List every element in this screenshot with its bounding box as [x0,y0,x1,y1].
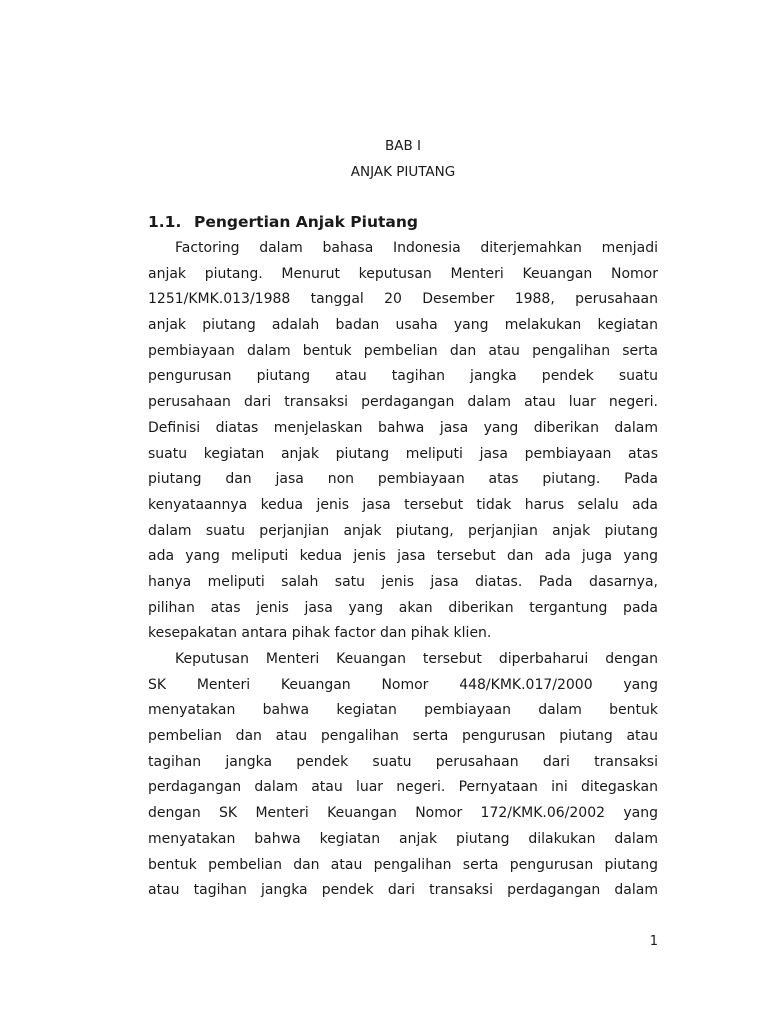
text-line: menyatakan bahwa kegiatan pembiayaan dalam bentuk [148,702,658,719]
text-line: pengurusan piutang atau tagihan jangka pendek suatu [148,368,658,385]
text-line: piutang dan jasa non pembiayaan atas piutang. Pada [148,471,658,488]
text-line: suatu kegiatan anjak piutang meliputi jasa pembiayaan atas [148,445,658,462]
text-line: Keputusan Menteri Keuangan tersebut diperbaharui dengan [175,651,658,667]
chapter-title: ANJAK PIUTANG [350,164,456,180]
text-line: kenyataannya kedua jenis jasa tersebut tidak harus selalu ada [148,496,658,513]
text-line: ada yang meliputi kedua jenis jasa tersebut dan ada juga yang [148,548,658,565]
text-line: 1251/KMK.013/1988 tanggal 20 Desember 1988, perusahaan [148,291,658,308]
text-line: bentuk pembelian dan atau pengalihan serta pengurusan piutang [148,856,658,873]
text-line: kesepakatan antara pihak factor dan pihak klien. [148,625,492,642]
text-line: dalam suatu perjanjian anjak piutang, perjanjian anjak piutang [148,522,658,539]
text-line: anjak piutang. Menurut keputusan Menteri Keuangan Nomor [148,265,658,282]
text-line: hanya meliputi salah satu jenis jasa diatas. Pada dasarnya, [148,573,658,590]
text-line: menyatakan bahwa kegiatan anjak piutang dilakukan dalam [148,830,658,847]
section-number: 1.1. [148,213,182,231]
text-line: SK Menteri Keuangan Nomor 448/KMK.017/2000 yang [148,676,658,693]
text-line: Definisi diatas menjelaskan bahwa jasa yang diberikan dalam [148,419,658,436]
page-number: 1 [649,934,658,949]
section-heading [148,211,418,233]
text-line: dengan SK Menteri Keuangan Nomor 172/KMK.06/2002 yang [148,805,658,822]
text-line: perusahaan dari transaksi perdagangan dalam atau luar negeri. [148,394,658,411]
section-title: Pengertian Anjak Piutang [194,213,418,231]
body-text [148,236,658,904]
chapter-number: BAB I [384,138,422,154]
text-line: pembiayaan dalam bentuk pembelian dan atau pengalihan serta [148,342,658,359]
text-line: anjak piutang adalah badan usaha yang melakukan kegiatan [148,317,658,334]
text-line: pembelian dan atau pengalihan serta pengurusan piutang atau [148,728,658,745]
text-line: atau tagihan jangka pendek dari transaksi perdagangan dalam [148,882,658,899]
text-line: tagihan jangka pendek suatu perusahaan dari transaksi [148,753,658,770]
text-line: pilihan atas jenis jasa yang akan diberikan tergantung pada [148,599,658,616]
text-line: perdagangan dalam atau luar negeri. Pernyataan ini ditegaskan [148,779,658,796]
text-line: Factoring dalam bahasa Indonesia diterjemahkan menjadi [175,240,658,256]
